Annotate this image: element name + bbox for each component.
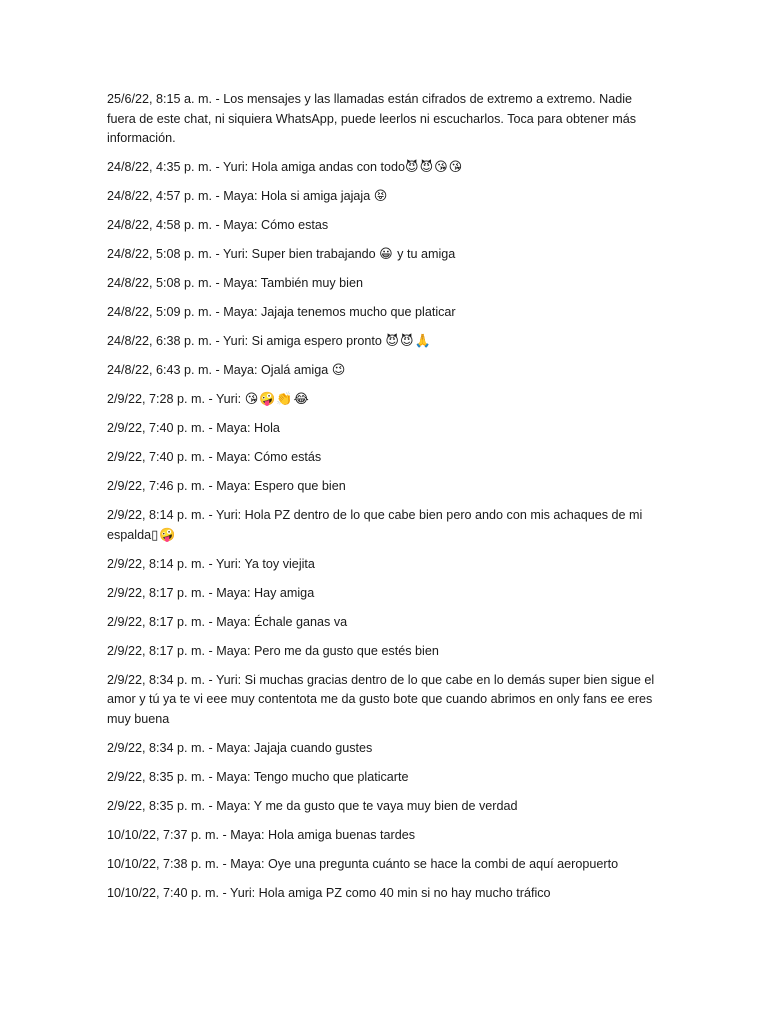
chat-message-line	[107, 584, 658, 604]
message-text: 2/9/22, 8:17 p. m. - Maya: Échale ganas va	[107, 614, 348, 629]
chat-message-line	[107, 613, 658, 633]
chat-message-line	[107, 332, 658, 352]
emoji-icon: 😀	[379, 247, 394, 262]
chat-message-line	[107, 555, 658, 575]
message-text: 24/8/22, 5:08 p. m. - Maya: También muy bien	[107, 276, 363, 290]
emoji-icon: 😈😈🙏	[385, 334, 432, 349]
chat-message-line	[107, 303, 658, 323]
message-text: 24/8/22, 4:57 p. m. - Maya: Hola si amiga jajaja	[107, 189, 374, 203]
message-text-continued: y tu amiga	[393, 247, 456, 261]
message-text: 2/9/22, 7:40 p. m. - Maya: Hola	[107, 421, 280, 435]
chat-message-line	[107, 158, 658, 178]
chat-message-line	[107, 274, 658, 294]
message-text: 10/10/22, 7:40 p. m. - Yuri: Hola amiga PZ como 40 min si no hay mucho tráfico	[107, 885, 551, 900]
message-text: 24/8/22, 4:35 p. m. - Yuri: Hola amiga andas con todo	[107, 160, 406, 174]
message-text: 10/10/22, 7:37 p. m. - Maya: Hola amiga buenas tardes	[107, 827, 416, 842]
message-text: 2/9/22, 8:34 p. m. - Maya: Jajaja cuando gustes	[107, 740, 373, 755]
emoji-icon: 😉	[331, 363, 347, 378]
emoji-icon: 😈😈😘😘	[405, 160, 464, 175]
chat-message-line	[107, 361, 658, 381]
emoji-icon: ▯🤪	[151, 527, 177, 543]
chat-message-line	[107, 855, 658, 875]
message-text: 24/8/22, 5:09 p. m. - Maya: Jajaja tenemos mucho que platicar	[107, 305, 456, 319]
message-text: 24/8/22, 6:43 p. m. - Maya: Ojalá amiga	[107, 363, 332, 377]
chat-message-line	[107, 797, 658, 817]
message-text: 2/9/22, 8:17 p. m. - Maya: Hay amiga	[107, 585, 315, 600]
chat-message-line	[107, 448, 658, 468]
message-text: 2/9/22, 8:34 p. m. - Yuri: Si muchas gracias dentro de lo que cabe en lo demás super bien sigue el amor y tú ya te vi eee muy contentota me da gusto bote que cuando abrimos en only fans ee eres muy buena	[107, 672, 655, 726]
chat-message-line	[107, 90, 658, 149]
emoji-icon: 😘🤪👏😂	[244, 392, 310, 407]
message-text: 2/9/22, 8:35 p. m. - Maya: Tengo mucho que platicarte	[107, 769, 409, 784]
message-text: 2/9/22, 7:28 p. m. - Yuri:	[107, 392, 245, 406]
chat-transcript	[107, 90, 658, 903]
message-text: 2/9/22, 8:14 p. m. - Yuri: Hola PZ dentro de lo que cabe bien pero ando con mis achaques de mi espalda	[107, 508, 643, 542]
chat-message-line	[107, 642, 658, 662]
chat-message-line	[107, 390, 658, 410]
message-text: 25/6/22, 8:15 a. m. - Los mensajes y las llamadas están cifrados de extremo a extremo. Nadie fuera de este chat, ni siquiera WhatsApp, puede leerlos ni escucharlos. Toca para obtener más información.	[107, 92, 637, 145]
message-text: 2/9/22, 7:40 p. m. - Maya: Cómo estás	[107, 450, 322, 464]
chat-message-line	[107, 477, 658, 497]
message-text: 2/9/22, 8:14 p. m. - Yuri: Ya toy viejita	[107, 556, 315, 571]
message-text: 24/8/22, 6:38 p. m. - Yuri: Si amiga espero pronto	[107, 334, 386, 348]
chat-message-line	[107, 506, 658, 545]
chat-message-line	[107, 216, 658, 236]
chat-message-line	[107, 739, 658, 759]
chat-message-line	[107, 768, 658, 788]
message-text: 2/9/22, 8:17 p. m. - Maya: Pero me da gusto que estés bien	[107, 643, 439, 658]
message-text: 10/10/22, 7:38 p. m. - Maya: Oye una pregunta cuánto se hace la combi de aquí aeropuerto	[107, 856, 619, 871]
emoji-icon: 😝	[373, 189, 389, 204]
chat-message-line	[107, 419, 658, 439]
message-text: 2/9/22, 7:46 p. m. - Maya: Espero que bien	[107, 479, 346, 493]
message-text: 24/8/22, 5:08 p. m. - Yuri: Super bien trabajando	[107, 247, 380, 261]
chat-message-line	[107, 671, 658, 730]
message-text: 24/8/22, 4:58 p. m. - Maya: Cómo estas	[107, 218, 329, 232]
message-text: 2/9/22, 8:35 p. m. - Maya: Y me da gusto que te vaya muy bien de verdad	[107, 798, 518, 813]
chat-message-line	[107, 826, 658, 846]
chat-message-line	[107, 245, 658, 265]
chat-message-line	[107, 187, 658, 207]
chat-message-line	[107, 884, 658, 904]
